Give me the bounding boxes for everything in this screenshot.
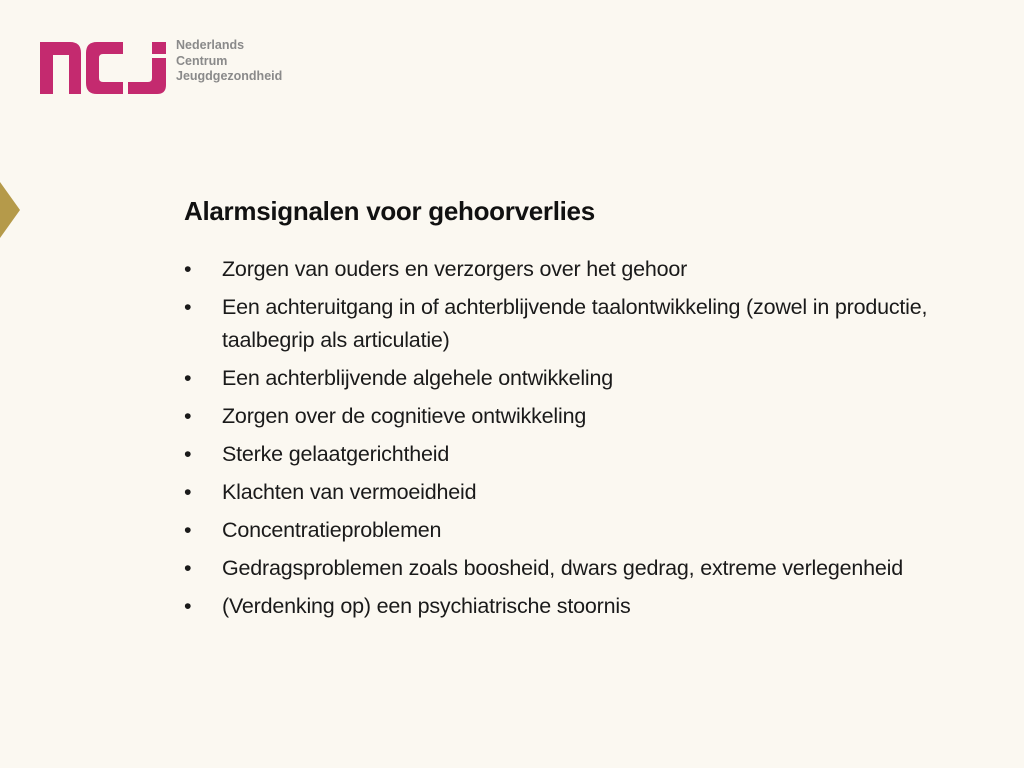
logo-line-1: Nederlands <box>176 38 245 52</box>
bullet-text: Een achteruitgang in of achterblijvende taalontwikkeling (zowel in productie, taalbegrip als articulatie) <box>222 295 928 352</box>
bullet-list <box>184 253 974 628</box>
bullet-icon: • <box>184 403 192 428</box>
bullet-text: Een achterblijvende algehele ontwikkeling <box>222 365 614 390</box>
bullet-icon: • <box>184 593 192 618</box>
bullet-text: (Verdenking op) een psychiatrische stoornis <box>222 593 631 618</box>
list-item <box>184 476 974 509</box>
bullet-text: Zorgen over de cognitieve ontwikkeling <box>222 403 587 428</box>
ncj-logo-mark-icon <box>40 38 168 96</box>
side-arrow-icon <box>0 182 20 238</box>
logo-line-2: Centrum <box>176 53 228 68</box>
bullet-icon: • <box>184 555 192 580</box>
bullet-icon: • <box>184 365 192 390</box>
slide-title: Alarmsignalen voor gehoorverlies <box>184 196 595 226</box>
bullet-icon: • <box>184 441 192 466</box>
list-item <box>184 438 974 471</box>
logo-wordmark <box>176 38 282 85</box>
list-item <box>184 514 974 547</box>
bullet-text: Sterke gelaatgerichtheid <box>222 441 450 466</box>
list-item <box>184 590 974 623</box>
bullet-icon: • <box>184 517 192 542</box>
list-item <box>184 400 974 433</box>
list-item <box>184 253 974 286</box>
bullet-icon: • <box>184 257 192 281</box>
bullet-text: Concentratieproblemen <box>222 517 442 542</box>
bullet-icon: • <box>184 479 192 504</box>
list-item <box>184 291 974 356</box>
list-item <box>184 362 974 395</box>
list-item <box>184 552 974 585</box>
ncj-logo <box>40 38 300 98</box>
bullet-text: Klachten van vermoeidheid <box>222 479 477 504</box>
logo-line-3: Jeugdgezondheid <box>176 69 283 83</box>
bullet-icon: • <box>184 295 192 319</box>
bullet-text: Gedragsproblemen zoals boosheid, dwars gedrag, extreme verlegenheid <box>222 555 903 580</box>
bullet-text: Zorgen van ouders en verzorgers over het gehoor <box>222 257 688 281</box>
